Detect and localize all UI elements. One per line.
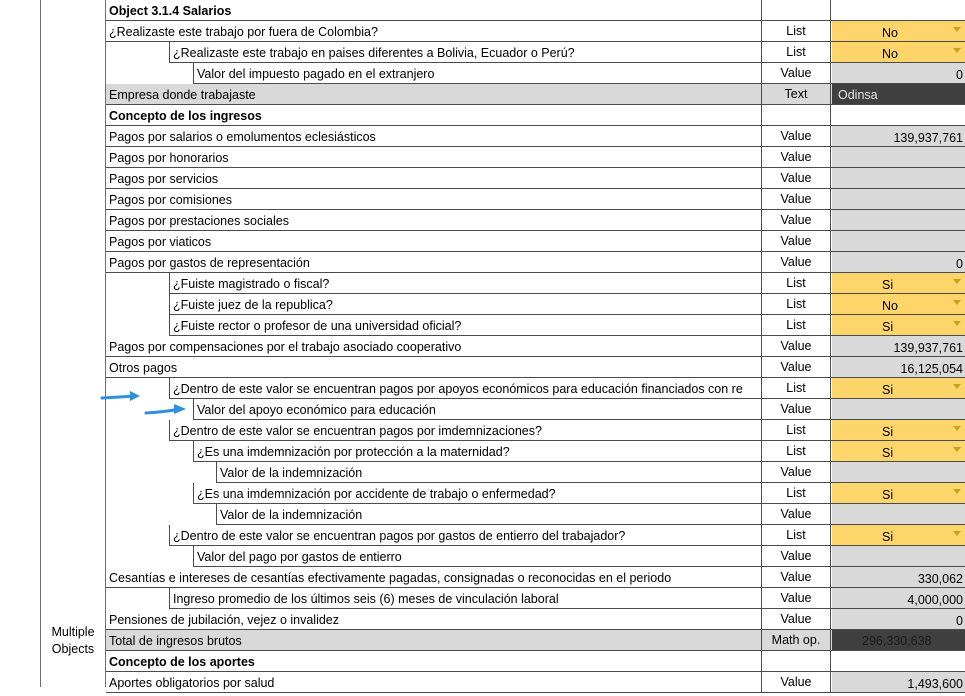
row-label: ¿Es una imdemnización por accidente de trabajo o enfermedad? [193,483,761,504]
table-row [106,147,965,168]
left-border-line [40,0,41,687]
dropdown-arrow-icon[interactable] [953,489,961,494]
multiple-objects-label: Multiple Objects [51,625,95,656]
cell-value: 1,493,600 [907,677,963,691]
row-type: Value [761,210,831,231]
row-label: Total de ingresos brutos [109,634,242,648]
table-row [106,21,965,42]
table-row [106,294,965,315]
cell-value: Si [882,320,894,334]
row-label: ¿Realizaste este trabajo por fuera de Colombia? [109,25,378,39]
table-row [106,399,965,420]
row-label: Otros pagos [109,361,178,375]
row-label: Valor de la indemnización [216,462,761,483]
cell-value: Si [882,278,894,292]
row-type: List [761,441,831,462]
row-label: Pagos por gastos de representación [109,256,310,270]
row-type: Value [761,252,831,273]
table-row [106,483,965,504]
row-label: Pagos por comisiones [109,193,232,207]
row-label: ¿Fuiste rector o profesor de una universidad oficial? [169,315,761,336]
list-dropdown-cell[interactable] [832,21,965,41]
list-dropdown-cell[interactable] [832,441,965,461]
table-row [106,189,965,210]
row-label: Valor del pago por gastos de entierro [193,546,761,567]
row-type: Value [761,336,831,357]
row-type: List [761,378,831,399]
row-label: Aportes obligatorios por salud [109,676,275,690]
value-cell[interactable] [832,168,965,188]
row-label: Cesantías e intereses de cesantías efectivamente pagadas, consignadas o reconocidas en el periodo [109,571,672,585]
row-type: List [761,315,831,336]
list-dropdown-cell[interactable] [832,378,965,398]
table-row [106,252,965,273]
value-cell[interactable] [832,252,965,272]
table-row [106,210,965,231]
table-row [106,630,965,651]
row-label: Pagos por prestaciones sociales [109,214,289,228]
cell-value: No [882,26,898,40]
dropdown-arrow-icon[interactable] [953,384,961,389]
row-type: Value [761,231,831,252]
cell-value: 330,062 [917,572,963,586]
row-type: Value [761,63,831,84]
table-row [106,588,965,609]
row-type: List [761,294,831,315]
cell-value: Odinsa [838,88,878,102]
row-type [761,651,831,672]
row-type: Value [761,462,831,483]
value-cell [832,105,965,125]
dropdown-arrow-icon[interactable] [953,300,961,305]
table-row [106,273,965,294]
row-label: Pensiones de jubilación, vejez o invalidez [109,613,340,627]
row-type: Value [761,567,831,588]
table-row [106,168,965,189]
row-label: Valor de la indemnización [216,504,761,525]
list-dropdown-cell[interactable] [832,273,965,293]
table-row [106,441,965,462]
row-label: Pagos por servicios [109,172,219,186]
value-cell[interactable] [832,546,965,566]
row-label: Concepto de los ingresos [109,109,262,123]
dropdown-arrow-icon[interactable] [953,426,961,431]
value-cell[interactable] [832,189,965,209]
dropdown-arrow-icon[interactable] [953,531,961,536]
row-label: Valor del apoyo económico para educación [193,399,761,420]
row-label: ¿Es una imdemnización por protección a la maternidad? [193,441,761,462]
value-cell[interactable] [832,504,965,524]
cell-value: 139,937,761 [893,341,963,355]
blue-arrow-icon [100,388,200,420]
table-row [106,336,965,357]
value-cell[interactable] [832,567,965,587]
row-type: List [761,21,831,42]
cell-value: 0 [956,257,963,271]
table-row [106,672,965,693]
table-row [106,0,965,21]
value-cell[interactable] [832,609,965,629]
value-cell[interactable] [832,63,965,83]
row-label: ¿Dentro de este valor se encuentran pagos por gastos de entierro del trabajador? [169,525,761,546]
list-dropdown-cell[interactable] [832,315,965,335]
value-cell[interactable] [832,462,965,482]
row-label: Empresa donde trabajaste [109,88,256,102]
row-type: List [761,42,831,63]
table-row [106,357,965,378]
list-dropdown-cell[interactable] [832,525,965,545]
value-cell [832,0,965,20]
row-label: Object 3.1.4 Salarios [109,4,232,18]
dropdown-arrow-icon[interactable] [953,447,961,452]
table-row [106,651,965,672]
table-row [106,504,965,525]
row-type: Value [761,546,831,567]
table-row [106,609,965,630]
table-row [106,525,965,546]
row-type: List [761,483,831,504]
table-row [106,462,965,483]
row-label: ¿Dentro de este valor se encuentran pagos por apoyos económicos para educación financiados con re [169,378,761,399]
value-cell[interactable] [832,399,965,419]
cell-value: Si [882,383,894,397]
table-row [106,126,965,147]
dropdown-arrow-icon[interactable] [953,48,961,53]
table-row [106,84,965,105]
cell-value: 296,330,638 [862,634,932,648]
row-type: Value [761,672,831,693]
dropdown-arrow-icon[interactable] [953,279,961,284]
row-label: ¿Realizaste este trabajo en paises diferentes a Bolivia, Ecuador o Perú? [169,42,761,63]
value-cell[interactable] [832,210,965,230]
row-type: List [761,525,831,546]
row-type: Value [761,147,831,168]
cell-value: No [882,299,898,313]
cell-value: Si [882,425,894,439]
row-type: List [761,420,831,441]
cell-value: 0 [956,68,963,82]
table-row [106,378,965,399]
row-label: Pagos por viaticos [109,235,212,249]
row-type: Value [761,588,831,609]
row-label: Pagos por salarios o emolumentos eclesiásticos [109,130,376,144]
table-row [106,63,965,84]
row-type [761,0,831,21]
cell-value: No [882,47,898,61]
cell-value: Si [882,530,894,544]
cell-value: 139,937,761 [893,131,963,145]
row-type: List [761,273,831,294]
row-type: Value [761,189,831,210]
row-type: Value [761,609,831,630]
row-type: Value [761,126,831,147]
row-divider [106,692,965,693]
list-dropdown-cell[interactable] [832,294,965,314]
table-row [106,315,965,336]
table-row [106,105,965,126]
cell-value: Si [882,488,894,502]
row-label: Pagos por compensaciones por el trabajo asociado cooperativo [109,340,462,354]
row-label: ¿Fuiste juez de la republica? [169,294,761,315]
row-type: Value [761,399,831,420]
row-label: Valor del impuesto pagado en el extranjero [193,63,761,84]
value-cell [832,651,965,671]
row-label: Pagos por honorarios [109,151,229,165]
value-cell[interactable] [832,672,965,692]
row-type: Value [761,357,831,378]
value-cell[interactable] [832,630,965,650]
dropdown-arrow-icon[interactable] [953,321,961,326]
value-cell[interactable] [832,84,965,104]
cell-value: 0 [956,614,963,628]
cell-value: 4,000,000 [907,593,963,607]
row-type [761,105,831,126]
table-row [106,231,965,252]
value-cell[interactable] [832,357,965,377]
value-cell[interactable] [832,126,965,146]
cell-value: Si [882,446,894,460]
dropdown-arrow-icon[interactable] [953,27,961,32]
row-label: ¿Dentro de este valor se encuentran pagos por imdemnizaciones? [169,420,761,441]
row-label: Ingreso promedio de los últimos seis (6) meses de vinculación laboral [169,588,761,609]
cell-value: 16,125,054 [900,362,963,376]
table-row [106,567,965,588]
table-row [106,546,965,567]
value-cell[interactable] [832,231,965,251]
table-row [106,42,965,63]
table-row [106,420,965,441]
list-dropdown-cell[interactable] [832,42,965,62]
value-cell[interactable] [832,336,965,356]
row-label: Concepto de los aportes [109,655,255,669]
row-label: ¿Fuiste magistrado o fiscal? [169,273,761,294]
list-dropdown-cell[interactable] [832,420,965,440]
row-type: Math op. [761,630,831,651]
row-type: Text [761,84,831,105]
row-type: Value [761,168,831,189]
value-cell[interactable] [832,147,965,167]
list-dropdown-cell[interactable] [832,483,965,503]
row-type: Value [761,504,831,525]
value-cell[interactable] [832,588,965,608]
